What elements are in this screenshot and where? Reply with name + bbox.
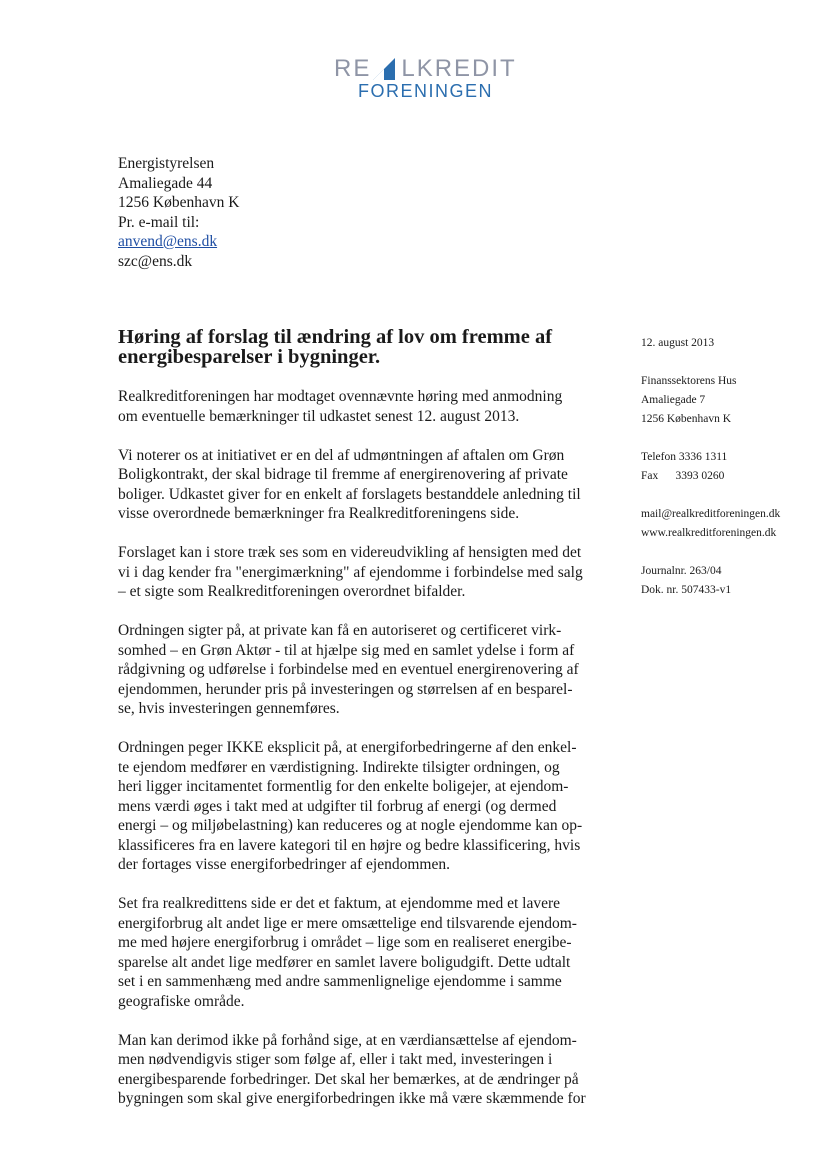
paragraph-line: – et sigte som Realkreditforeningen overordnet bifalder.	[118, 583, 466, 600]
body-paragraph	[118, 543, 602, 602]
journal-number: Journalnr. 263/04	[641, 565, 722, 577]
paragraph-line: Vi noterer os at initiativet er en del af udmøntningen af aftalen om Grøn	[118, 446, 565, 464]
sender-address	[641, 372, 780, 429]
sender-info-sidebar	[641, 334, 780, 619]
paragraph-line: boliger. Udkastet giver for en enkelt af forslagets bestanddele anledning til	[118, 485, 581, 503]
realkreditforeningen-logo	[334, 57, 534, 105]
paragraph-line: rådgivning og udførelse i forbindelse med en eventuel energirenovering af	[118, 661, 579, 678]
letter-body	[118, 387, 602, 1128]
body-paragraph	[118, 621, 602, 719]
reference-numbers	[641, 562, 780, 600]
paragraph-line: se, hvis investeringen gennemføres.	[118, 700, 340, 717]
paragraph-line: set i en sammenhæng med andre sammenlignelige ejendomme i samme	[118, 973, 562, 990]
paragraph-line: Ordningen sigter på, at private kan få en autoriseret og certificeret virk-	[118, 622, 562, 639]
paragraph-line: bygningen som skal give energiforbedringen ikke må være skæmmende for	[118, 1090, 586, 1107]
recipient-city: 1256 København K	[118, 194, 240, 211]
paragraph-line: geografiske område.	[118, 992, 245, 1010]
paragraph-line: der fortages visse energiforbedringer af ejendommen.	[118, 856, 450, 873]
email-link-anvend[interactable]: anvend@ens.dk	[118, 233, 218, 250]
paragraph-line: Man kan derimod ikke på forhånd sige, at en værdiansættelse af ejendom-	[118, 1031, 577, 1049]
telefon: Telefon 3336 1311	[641, 451, 728, 463]
paragraph-line: me med højere energiforbrug i området – lige som en realiseret energibe-	[118, 934, 572, 951]
fax: Fax 3393 0260	[641, 470, 725, 482]
logo-wordmark	[334, 57, 517, 81]
paragraph-line: energiforbrug alt andet lige er mere omsættelige end tilsvarende ejendom-	[118, 914, 577, 932]
paragraph-line: sparelse alt andet lige medfører en samlet lavere boligudgift. Dette udtalt	[118, 953, 571, 971]
paragraph-line: energibesparende forbedringer. Det skal her bemærkes, at de ændringer på	[118, 1070, 579, 1088]
paragraph-line: te ejendom medfører en værdistigning. Indirekte tilsigter ordningen, og	[118, 758, 560, 776]
paragraph-line: klassificeres fra en lavere kategori til en højre og bedre klassificering, hvis	[118, 836, 581, 854]
paragraph-line: heri ligger incitamentet formentlig for den enkelte boligejer, at ejendom-	[118, 778, 569, 795]
sender-phone	[641, 448, 780, 486]
sender-org: Finanssektorens Hus	[641, 375, 737, 387]
paragraph-line: Realkreditforeningen har modtaget ovennævnte høring med anmodning	[118, 388, 563, 405]
recipient-address	[118, 154, 239, 271]
document-number: Dok. nr. 507433-v1	[641, 584, 732, 596]
recipient-street: Amaliegade 44	[118, 174, 213, 192]
paragraph-line: vi i dag kender fra "energimærkning" af ejendomme i forbindelse med salg	[118, 563, 583, 581]
logo-text-right: LKREDIT	[401, 55, 517, 82]
sender-contact	[641, 505, 780, 543]
logo-subtitle: FORENINGEN	[358, 81, 494, 101]
paragraph-line: om eventuelle bemærkninger til udkastet senest 12. august 2013.	[118, 407, 520, 425]
paragraph-line: somhed – en Grøn Aktør - til at hjælpe sig med en samlet ydelse i form af	[118, 641, 575, 659]
email-label: Pr. e-mail til:	[118, 213, 200, 231]
sender-web: www.realkreditforeningen.dk	[641, 527, 777, 539]
paragraph-line: men nødvendigvis stiger som følge af, eller i takt med, investeringen i	[118, 1051, 553, 1068]
logo-a-triangle-icon	[373, 58, 399, 80]
paragraph-line: Forslaget kan i store træk ses som en videreudvikling af hensigten med det	[118, 544, 582, 561]
sender-mail: mail@realkreditforeningen.dk	[641, 508, 781, 520]
sender-street: Amaliegade 7	[641, 394, 706, 406]
paragraph-line: Ordningen peger IKKE eksplicit på, at energiforbedringerne af den enkel-	[118, 739, 577, 756]
body-paragraph	[118, 387, 602, 426]
body-paragraph	[118, 446, 602, 524]
email-szc: szc@ens.dk	[118, 252, 193, 270]
paragraph-line: Boligkontrakt, der skal bidrage til fremme af energirenovering af private	[118, 466, 568, 483]
body-paragraph	[118, 894, 602, 1011]
paragraph-line: energi – og miljøbelastning) kan reduceres og at nogle ejendomme kan op-	[118, 817, 583, 834]
body-paragraph	[118, 1031, 602, 1109]
logo-text-left: RE	[334, 55, 372, 82]
letter-date: 12. august 2013	[641, 337, 715, 349]
sender-city: 1256 København K	[641, 413, 732, 425]
body-paragraph	[118, 738, 602, 875]
paragraph-line: mens værdi øges i takt med at udgifter til forbrug af energi (og dermed	[118, 797, 557, 815]
document-title: Høring af forslag til ændring af lov om fremme af energibesparelser i bygninger.	[118, 326, 553, 368]
paragraph-line: visse overordnede bemærkninger fra Realkreditforeningens side.	[118, 505, 520, 522]
paragraph-line: Set fra realkredittens side er det et faktum, at ejendomme med et lavere	[118, 895, 560, 912]
recipient-name: Energistyrelsen	[118, 155, 215, 172]
paragraph-line: ejendommen, herunder pris på investeringen og størrelsen af en besparel-	[118, 680, 573, 698]
